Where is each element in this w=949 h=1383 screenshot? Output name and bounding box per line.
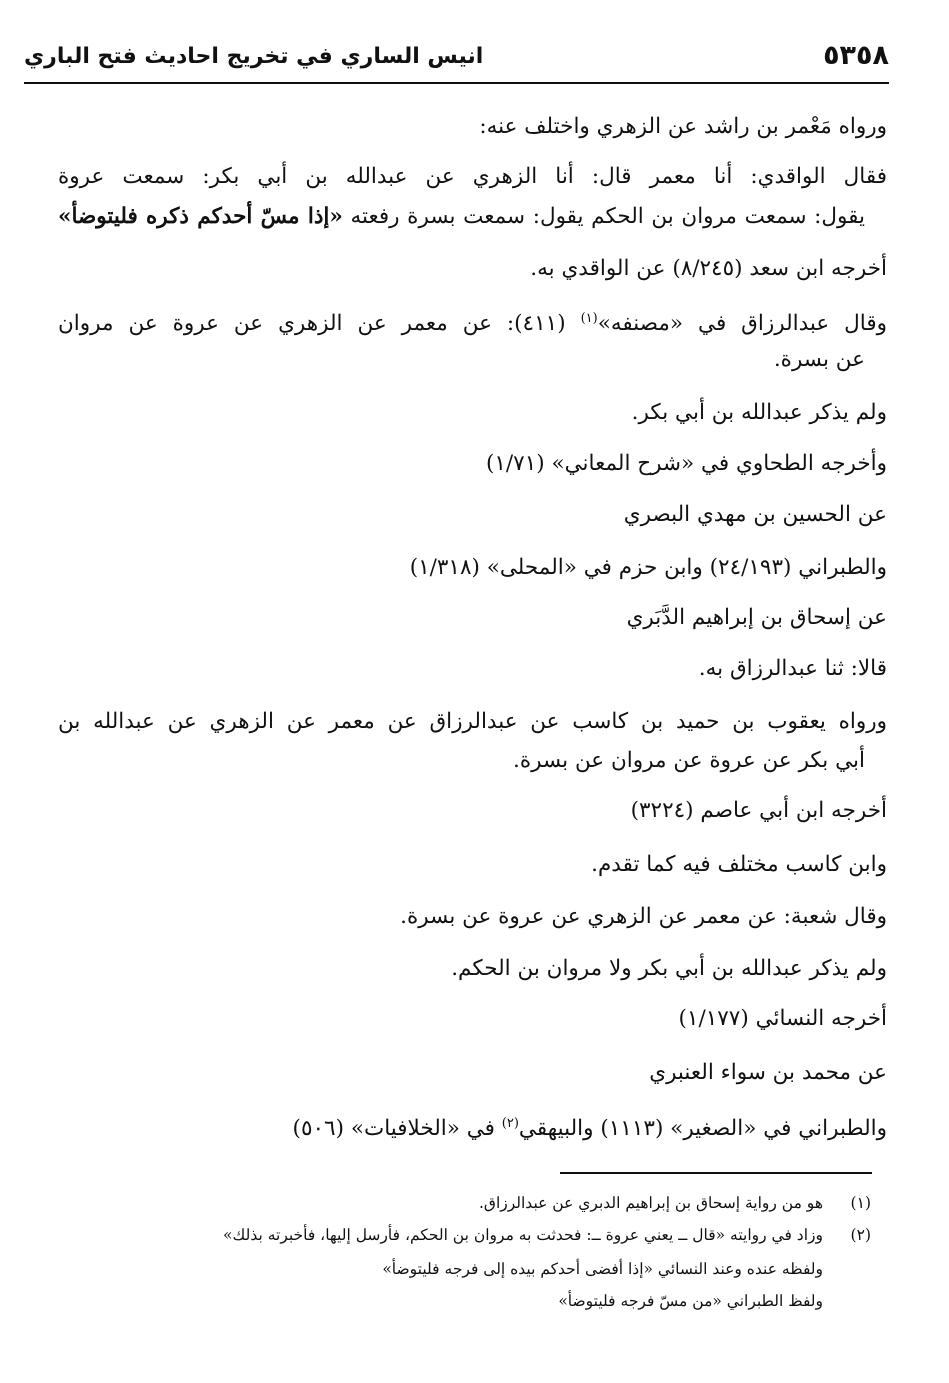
footnote-text: ولفظ الطبراني «من مسّ فرجه فليتوضأ» <box>558 1292 823 1310</box>
text-line: وأخرجه الطحاوي في «شرح المعاني» (١/٧١) <box>485 451 887 476</box>
text-line: ورواه يعقوب بن حميد بن كاسب عن عبدالرزاق عن معمر عن الزهري عن عبدالله بن <box>58 709 887 734</box>
running-title: انيس الساري في تخريج احاديث فتح الباري <box>24 44 484 69</box>
page-header <box>24 38 889 84</box>
text-segment: يقول: سمعت مروان بن الحكم يقول: سمعت بسرة رفعته <box>342 204 865 229</box>
footnote-text: وزاد في روايته «قال ــ يعني عروة ــ: فحدثت به مروان بن الحكم، فأرسل إليها، فأخبرته بذلك» <box>223 1226 823 1244</box>
text-line <box>58 202 865 232</box>
footnote-number: (١) <box>850 1194 871 1212</box>
text-line: عن الحسين بن مهدي البصري <box>623 502 887 527</box>
text-line: ورواه مَعْمر بن راشد عن الزهري واختلف عنه: <box>479 114 887 139</box>
footnote-number: (٢) <box>850 1226 871 1244</box>
footnote-text: هو من رواية إسحاق بن إبراهيم الدبري عن عبدالرزاق. <box>478 1194 823 1212</box>
hadith-quote: «إذا مسّ أحدكم ذكره فليتوضأ» <box>58 204 343 229</box>
text-line: أخرجه النسائي (١/١٧٧) <box>678 1006 887 1031</box>
text-segment: والطبراني في «الصغير» (١١١٣) والبيهقي <box>518 1116 887 1142</box>
text-line: قالا: ثنا عبدالرزاق به. <box>698 656 887 681</box>
text-line: أبي بكر عن عروة عن مروان عن بسرة. <box>512 748 865 773</box>
text-line: وقال شعبة: عن معمر عن الزهري عن عروة عن بسرة. <box>400 904 887 929</box>
text-line: وابن كاسب مختلف فيه كما تقدم. <box>591 852 887 877</box>
text-line: عن إسحاق بن إبراهيم الدَّبَري <box>626 605 887 630</box>
text-line: ولم يذكر عبدالله بن أبي بكر ولا مروان بن الحكم. <box>451 956 887 981</box>
footnote-text: ولفظه عنده وعند النسائي «إذا أفضى أحدكم بيده إلى فرجه فليتوضأ» <box>382 1260 823 1278</box>
text-line <box>58 304 887 339</box>
text-line: عن بسرة. <box>773 347 865 372</box>
text-line: أخرجه ابن أبي عاصم (٣٢٢٤) <box>630 798 887 823</box>
text-line: أخرجه ابن سعد (٨/٢٤٥) عن الواقدي به. <box>530 256 887 281</box>
text-segment: (٤١١): عن معمر عن الزهري عن عروة عن مروان <box>58 311 581 337</box>
page-number: ٥٣٥٨ <box>823 40 889 71</box>
text-segment: وقال عبدالرزاق في «مصنفه» <box>597 311 887 337</box>
footnote-separator <box>560 1172 872 1174</box>
footnote-ref: (٢) <box>501 1116 519 1131</box>
text-line <box>293 1109 887 1144</box>
text-line: والطبراني (٢٤/١٩٣) وابن حزم في «المحلى» (١/٣١٨) <box>409 555 887 580</box>
text-line: فقال الواقدي: أنا معمر قال: أنا الزهري عن عبدالله بن أبي بكر: سمعت عروة <box>58 164 887 189</box>
text-segment: في «الخلافيات» (٥٠٦) <box>292 1116 502 1142</box>
footnote-ref: (١) <box>580 311 598 326</box>
text-line: عن محمد بن سواء العنبري <box>649 1060 887 1085</box>
text-line: ولم يذكر عبدالله بن أبي بكر. <box>631 400 887 425</box>
